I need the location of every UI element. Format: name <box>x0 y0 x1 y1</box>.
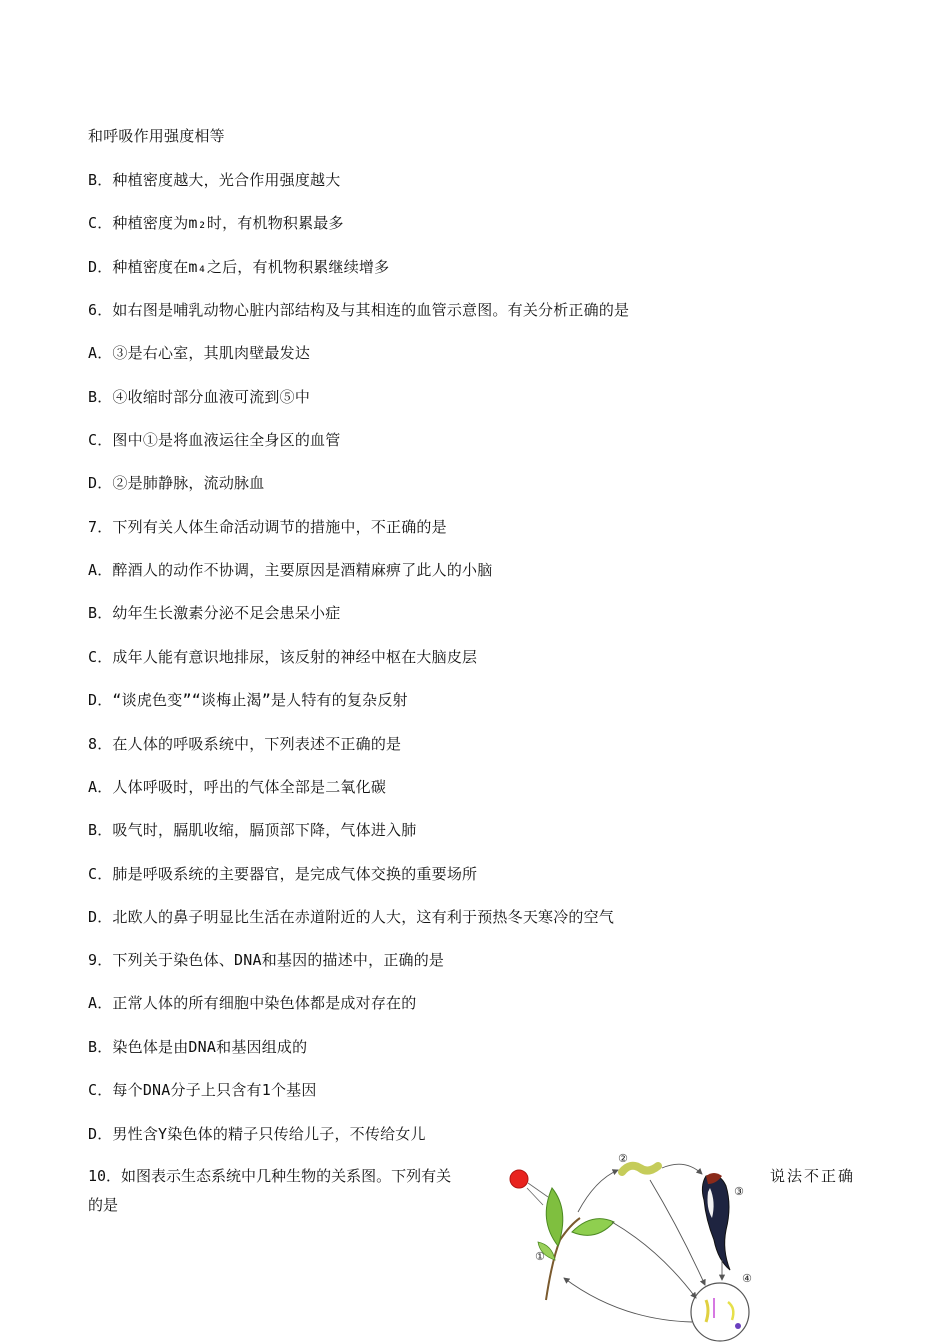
option-line: B．吸气时，膈肌收缩，膈顶部下降，气体进入肺 <box>88 821 417 839</box>
option-line: C．每个DNA分子上只含有1个基因 <box>88 1081 317 1099</box>
label-1: ① <box>535 1250 545 1263</box>
option-line: B．染色体是由DNA和基因组成的 <box>88 1038 308 1056</box>
option-line: D．种植密度在m₄之后，有机物积累继续增多 <box>88 258 390 276</box>
sun-ray <box>527 1188 543 1205</box>
option-line: C．肺是呼吸系统的主要器官，是完成气体交换的重要场所 <box>88 865 478 883</box>
decomposer-circle <box>691 1283 749 1341</box>
plant-leaf <box>572 1219 614 1236</box>
option-line: C．图中①是将血液运往全身区的血管 <box>88 431 341 449</box>
question-8: 8．在人体的呼吸系统中，下列表述不正确的是 <box>88 735 402 753</box>
option-line: D．“谈虎色变”“谈梅止渴”是人特有的复杂反射 <box>88 691 408 709</box>
option-line: B．幼年生长激素分泌不足会患呆小症 <box>88 604 341 622</box>
question-7: 7．下列有关人体生命活动调节的措施中，不正确的是 <box>88 518 447 536</box>
option-line: A．醉酒人的动作不协调，主要原因是酒精麻痹了此人的小脑 <box>88 561 493 579</box>
option-line: B．种植密度越大，光合作用强度越大 <box>88 171 341 189</box>
caterpillar-icon <box>622 1166 658 1172</box>
option-line: A．③是右心室，其肌肉壁最发达 <box>88 344 311 362</box>
label-2: ② <box>618 1152 628 1165</box>
option-line: D．②是肺静脉，流动脉血 <box>88 474 265 492</box>
question-10-tail: 的是 <box>88 1196 119 1214</box>
option-line: B．④收缩时部分血液可流到⑤中 <box>88 388 311 406</box>
arrow-decomposer-to-plant <box>564 1278 692 1322</box>
option-line: A．人体呼吸时，呼出的气体全部是二氧化碳 <box>88 778 387 796</box>
sun-icon <box>510 1170 528 1188</box>
option-line: D．北欧人的鼻子明显比生活在赤道附近的人大，这有利于预热冬天寒冷的空气 <box>88 908 615 926</box>
bird-icon <box>702 1175 730 1270</box>
sun-ray <box>528 1183 548 1197</box>
question-6: 6．如右图是哺乳动物心脏内部结构及与其相连的血管示意图。有关分析正确的是 <box>88 301 630 319</box>
text-line: 和呼吸作用强度相等 <box>88 127 225 145</box>
question-10: 10．如图表示生态系统中几种生物的关系图。下列有关 <box>88 1167 452 1185</box>
option-line: D．男性含Y染色体的精子只传给儿子，不传给女儿 <box>88 1125 426 1143</box>
label-3: ③ <box>734 1185 744 1198</box>
option-line: A．正常人体的所有细胞中染色体都是成对存在的 <box>88 994 417 1012</box>
arrow-caterpillar-to-decomposer <box>650 1180 705 1285</box>
question-10-continued: 说法不正确 <box>770 1167 856 1185</box>
question-9: 9．下列关于染色体、DNA和基因的描述中，正确的是 <box>88 951 445 969</box>
ecosystem-diagram <box>500 1150 770 1344</box>
microbe-icon <box>735 1323 741 1329</box>
option-line: C．种植密度为m₂时，有机物积累最多 <box>88 214 344 232</box>
option-line: C．成年人能有意识地排尿，该反射的神经中枢在大脑皮层 <box>88 648 478 666</box>
arrow-plant-to-decomposer <box>612 1222 696 1298</box>
plant-leaf <box>546 1188 563 1246</box>
arrow-plant-to-caterpillar <box>578 1170 618 1212</box>
arrow-caterpillar-to-bird <box>662 1164 702 1174</box>
label-4: ④ <box>742 1272 752 1285</box>
